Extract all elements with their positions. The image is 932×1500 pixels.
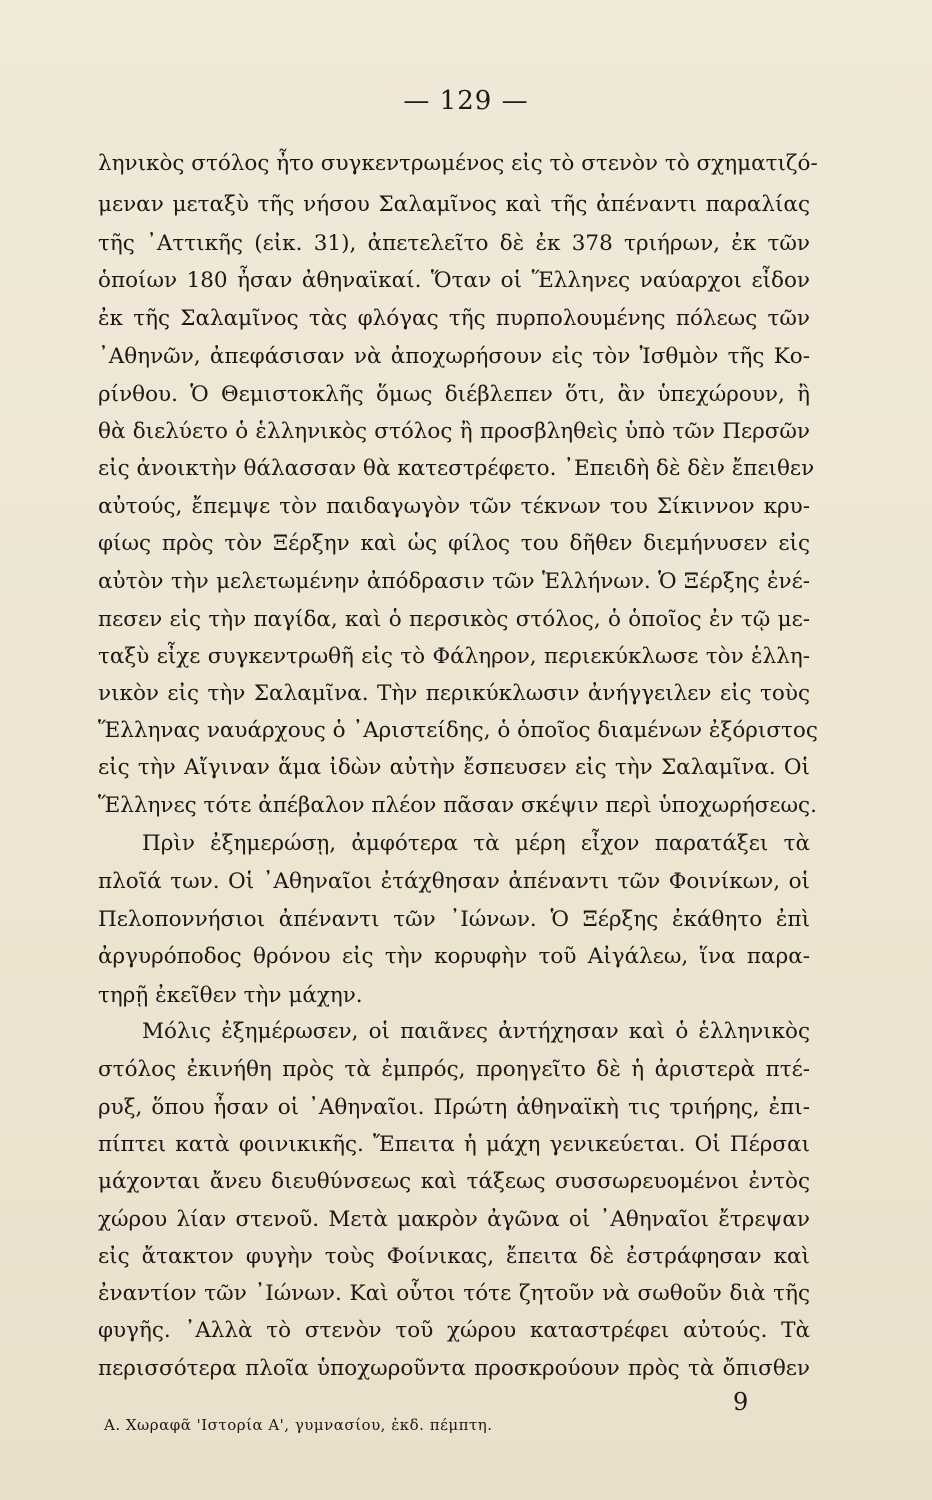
text-line: φίως πρὸς τὸν Ξέρξην καὶ ὡς φίλος του δῆθεν διεμήνυσεν εἰς	[98, 531, 810, 556]
text-line: Ἕλληνες τότε ἀπέβαλον πλέον πᾶσαν σκέψιν περὶ ὑποχωρήσεως.	[98, 793, 817, 818]
text-line: μεναν μεταξὺ τῆς νήσου Σαλαμῖνος καὶ τῆς ἀπέναντι παραλίας	[98, 192, 810, 217]
text-line: τηρῇ ἐκεῖθεν τὴν μάχην.	[98, 983, 363, 1008]
text-line: Ἕλληνας ναυάρχους ὁ ᾿Αριστείδης, ὁ ὁποῖος διαμένων ἐξόριστος	[98, 718, 818, 743]
footer-imprint: Α. Χωραφᾶ 'Ιστορία Α', γυμνασίου, ἐκδ. πέμπτη.	[104, 1416, 493, 1434]
text-line: Πελοποννήσιοι ἀπέναντι τῶν ᾿Ιώνων. Ὁ Ξέρξης ἐκάθητο ἐπὶ	[98, 907, 810, 932]
text-line: χώρου λίαν στενοῦ. Μετὰ μακρὸν ἀγῶνα οἱ ᾿Αθηναῖοι ἔτρεψαν	[98, 1207, 810, 1232]
text-line: ἐκ τῆς Σαλαμῖνος τὰς φλόγας τῆς πυρπολουμένης πόλεως τῶν	[98, 306, 810, 331]
text-line: αὐτὸν τὴν μελετωμένην ἀπόδρασιν τῶν Ἑλλήνων. Ὁ Ξέρξης ἐνέ-	[98, 569, 810, 594]
text-line: ὁποίων 180 ἦσαν ἀθηναϊκαί. Ὅταν οἱ Ἕλληνες ναύαρχοι εἶδον	[98, 268, 810, 293]
text-line: εἰς τὴν Αἴγιναν ἅμα ἰδὼν αὐτὴν ἔσπευσεν εἰς τὴν Σαλαμῖνα. Οἱ	[98, 755, 810, 780]
text-line: ἐναντίον τῶν ᾿Ιώνων. Καὶ οὗτοι τότε ζητοῦν νὰ σωθοῦν διὰ τῆς	[98, 1281, 810, 1306]
text-line: ᾿Αθηνῶν, ἀπεφάσισαν νὰ ἀποχωρήσουν εἰς τὸν Ἰσθμὸν τῆς Κο-	[98, 344, 810, 369]
text-line: πίπτει κατὰ φοινικικῆς. Ἔπειτα ἡ μάχη γενικεύεται. Οἱ Πέρσαι	[98, 1132, 810, 1157]
text-line: φυγῆς. ᾿Αλλὰ τὸ στενὸν τοῦ χώρου καταστρέφει αὐτούς. Τὰ	[98, 1318, 810, 1343]
text-line: θὰ διελύετο ὁ ἑλληνικὸς στόλος ἢ προσβληθεὶς ὑπὸ τῶν Περσῶν	[98, 419, 810, 444]
text-line: ρυξ, ὅπου ἦσαν οἱ ᾿Αθηναῖοι. Πρώτη ἀθηναϊκὴ τις τριήρης, ἐπι-	[98, 1095, 810, 1120]
text-line: ταξὺ εἶχε συγκεντρωθῆ εἰς τὸ Φάληρον, περιεκύκλωσε τὸν ἑλλη-	[98, 644, 810, 669]
text-line: στόλος ἐκινήθη πρὸς τὰ ἐμπρός, προηγεῖτο δὲ ἡ ἀριστερὰ πτέ-	[98, 1057, 810, 1082]
text-line: εἰς ἄτακτον φυγὴν τοὺς Φοίνικας, ἔπειτα δὲ ἐστράφησαν καὶ	[98, 1244, 810, 1269]
text-line: εἰς ἀνοικτὴν θάλασσαν θὰ κατεστρέφετο. ᾿Επειδὴ δὲ δὲν ἔπειθεν	[98, 456, 815, 481]
text-line: περισσότερα πλοῖα ὑποχωροῦντα προσκρούουν πρὸς τὰ ὄπισθεν	[98, 1356, 810, 1381]
text-line: πεσεν εἰς τὴν παγίδα, καὶ ὁ περσικὸς στόλος, ὁ ὁποῖος ἐν τῷ με-	[98, 607, 810, 632]
page-number: — 129 —	[403, 86, 529, 116]
paragraph-start-line: Μόλις ἐξημέρωσεν, οἱ παιᾶνες ἀντήχησαν καὶ ὁ ἑλληνικὸς	[142, 1019, 810, 1044]
text-line: τῆς ᾿Αττικῆς (εἰκ. 31), ἀπετελεῖτο δὲ ἐκ 378 τριήρων, ἐκ τῶν	[98, 231, 810, 256]
text-line: πλοῖά των. Οἱ ᾿Αθηναῖοι ἐτάχθησαν ἀπέναντι τῶν Φοινίκων, οἱ	[98, 869, 810, 894]
text-line: ληνικὸς στόλος ἦτο συγκεντρωμένος εἰς τὸ στενὸν τὸ σχηματιζό-	[98, 151, 818, 176]
text-line: αὐτούς, ἔπεμψε τὸν παιδαγωγὸν τῶν τέκνων του Σίκιννον κρυ-	[98, 494, 810, 519]
paragraph-start-line: Πρὶν ἐξημερώσῃ, ἀμφότερα τὰ μέρη εἶχον παρατάξει τὰ	[142, 831, 810, 856]
text-line: ρίνθου. Ὁ Θεμιστοκλῆς ὅμως διέβλεπεν ὅτι, ἂν ὑπεχώρουν, ἢ	[98, 382, 810, 407]
printer-signature-mark: 9	[733, 1388, 749, 1416]
text-line: νικὸν εἰς τὴν Σαλαμῖνα. Τὴν περικύκλωσιν ἀνήγγειλεν εἰς τοὺς	[98, 681, 810, 706]
text-line: ἀργυρόποδος θρόνου εἰς τὴν κορυφὴν τοῦ Αἰγάλεω, ἵνα παρα-	[98, 944, 810, 969]
text-line: μάχονται ἄνευ διευθύνσεως καὶ τάξεως συσσωρευομένοι ἐντὸς	[98, 1169, 810, 1194]
